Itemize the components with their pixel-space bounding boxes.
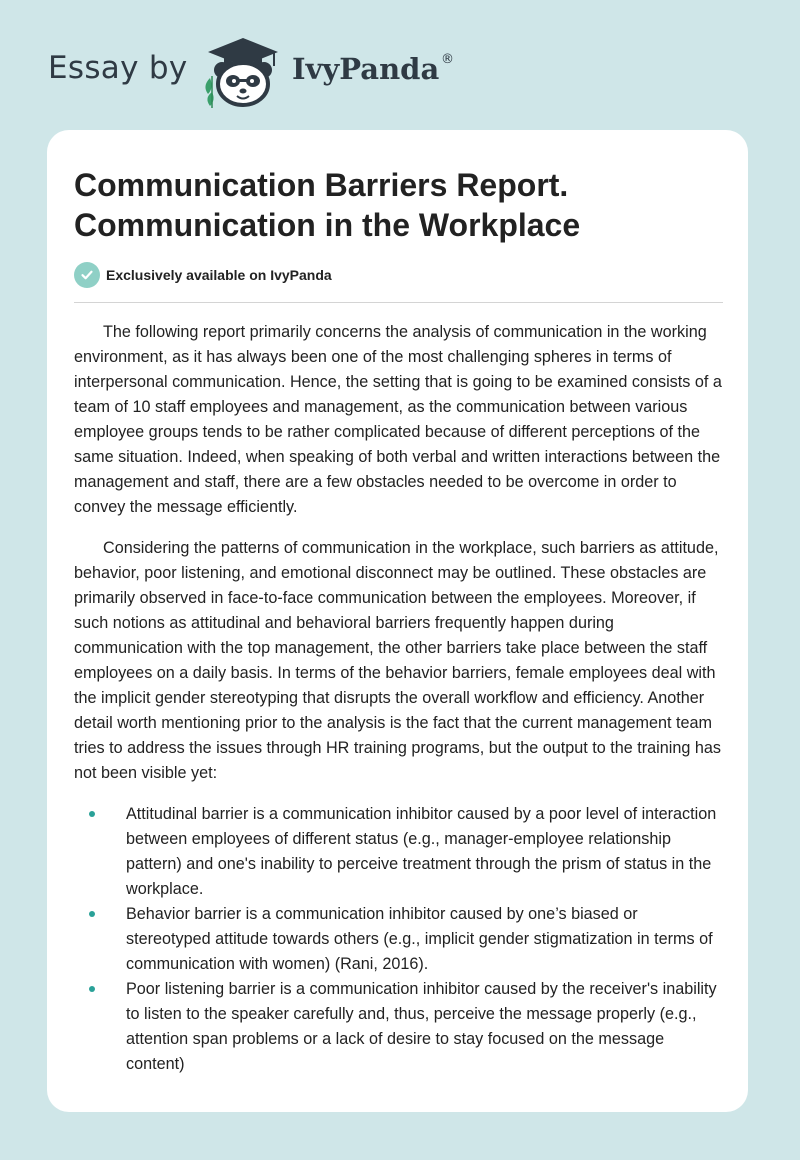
list-item [74, 902, 726, 977]
site-header [0, 0, 800, 130]
list-item-text: Behavior barrier is a communication inhibitor caused by one’s biased or stereotyped attitude towards others (e.g., implicit gender stigmatization in terms of communication with women) (Rani, 2016). [126, 905, 713, 973]
bullet-icon [89, 811, 95, 817]
paragraph-2: Considering the patterns of communication in the workplace, such barriers as attitude, behavior, poor listening, and emotional disconnect may be outlined. These obstacles are primarily observed in face-to-face communication between the employees. Moreover, if such notions as attitudinal and behavioral barriers frequently happen during communication with the top management, the other barriers take place between the staff employees on a daily basis. In terms of the behavior barriers, female employees deal with the implicit gender stereotyping that disrupts the overall workflow and efficiency. Another detail worth mentioning prior to the analysis is the fact that the current management team tries to address the issues through HR training programs, but the output to the training has not been visible yet: [74, 539, 721, 782]
list-item-text: Attitudinal barrier is a communication inhibitor caused by a poor level of interaction between employees of different status (e.g., manager-employee relationship pattern) and one's inability to perceive treatment through the prism of status in the workplace. [126, 805, 717, 898]
divider [74, 302, 723, 303]
bullet-icon [89, 986, 95, 992]
exclusive-notice [74, 262, 332, 288]
essay-card [47, 130, 748, 1112]
registered-mark: ® [441, 52, 454, 67]
barrier-list [74, 802, 726, 1077]
paragraph-1: The following report primarily concerns the analysis of communication in the working environment, as it has always been one of the most challenging spheres in terms of interpersonal communication. Hence, the setting that is going to be examined consists of a team of 10 staff employees and management, as the communication between various employee groups tends to be rather complicated because of different perceptions of the same situation. Indeed, when speaking of both verbal and written interactions between the management and staff, there are a few obstacles needed to be overcome in order to convey the message efficiently. [74, 323, 722, 516]
essay-body [74, 320, 726, 1077]
check-icon [74, 262, 100, 288]
bullet-icon [89, 911, 95, 917]
list-item [74, 977, 726, 1077]
essay-by-label: Essay by [48, 50, 188, 86]
exclusive-label: Exclusively available on IvyPanda [106, 267, 332, 283]
panda-logo-icon [200, 36, 286, 108]
list-item-text: Poor listening barrier is a communication inhibitor caused by the receiver's inability to listen to the speaker carefully and, thus, perceive the message properly (e.g., attention span problems or a lack of desire to stay focused on the message content) [126, 980, 717, 1073]
list-item [74, 802, 726, 902]
brand-name: IvyPanda [292, 52, 440, 86]
essay-title: Communication Barriers Report. Communication in the Workplace [74, 167, 581, 243]
